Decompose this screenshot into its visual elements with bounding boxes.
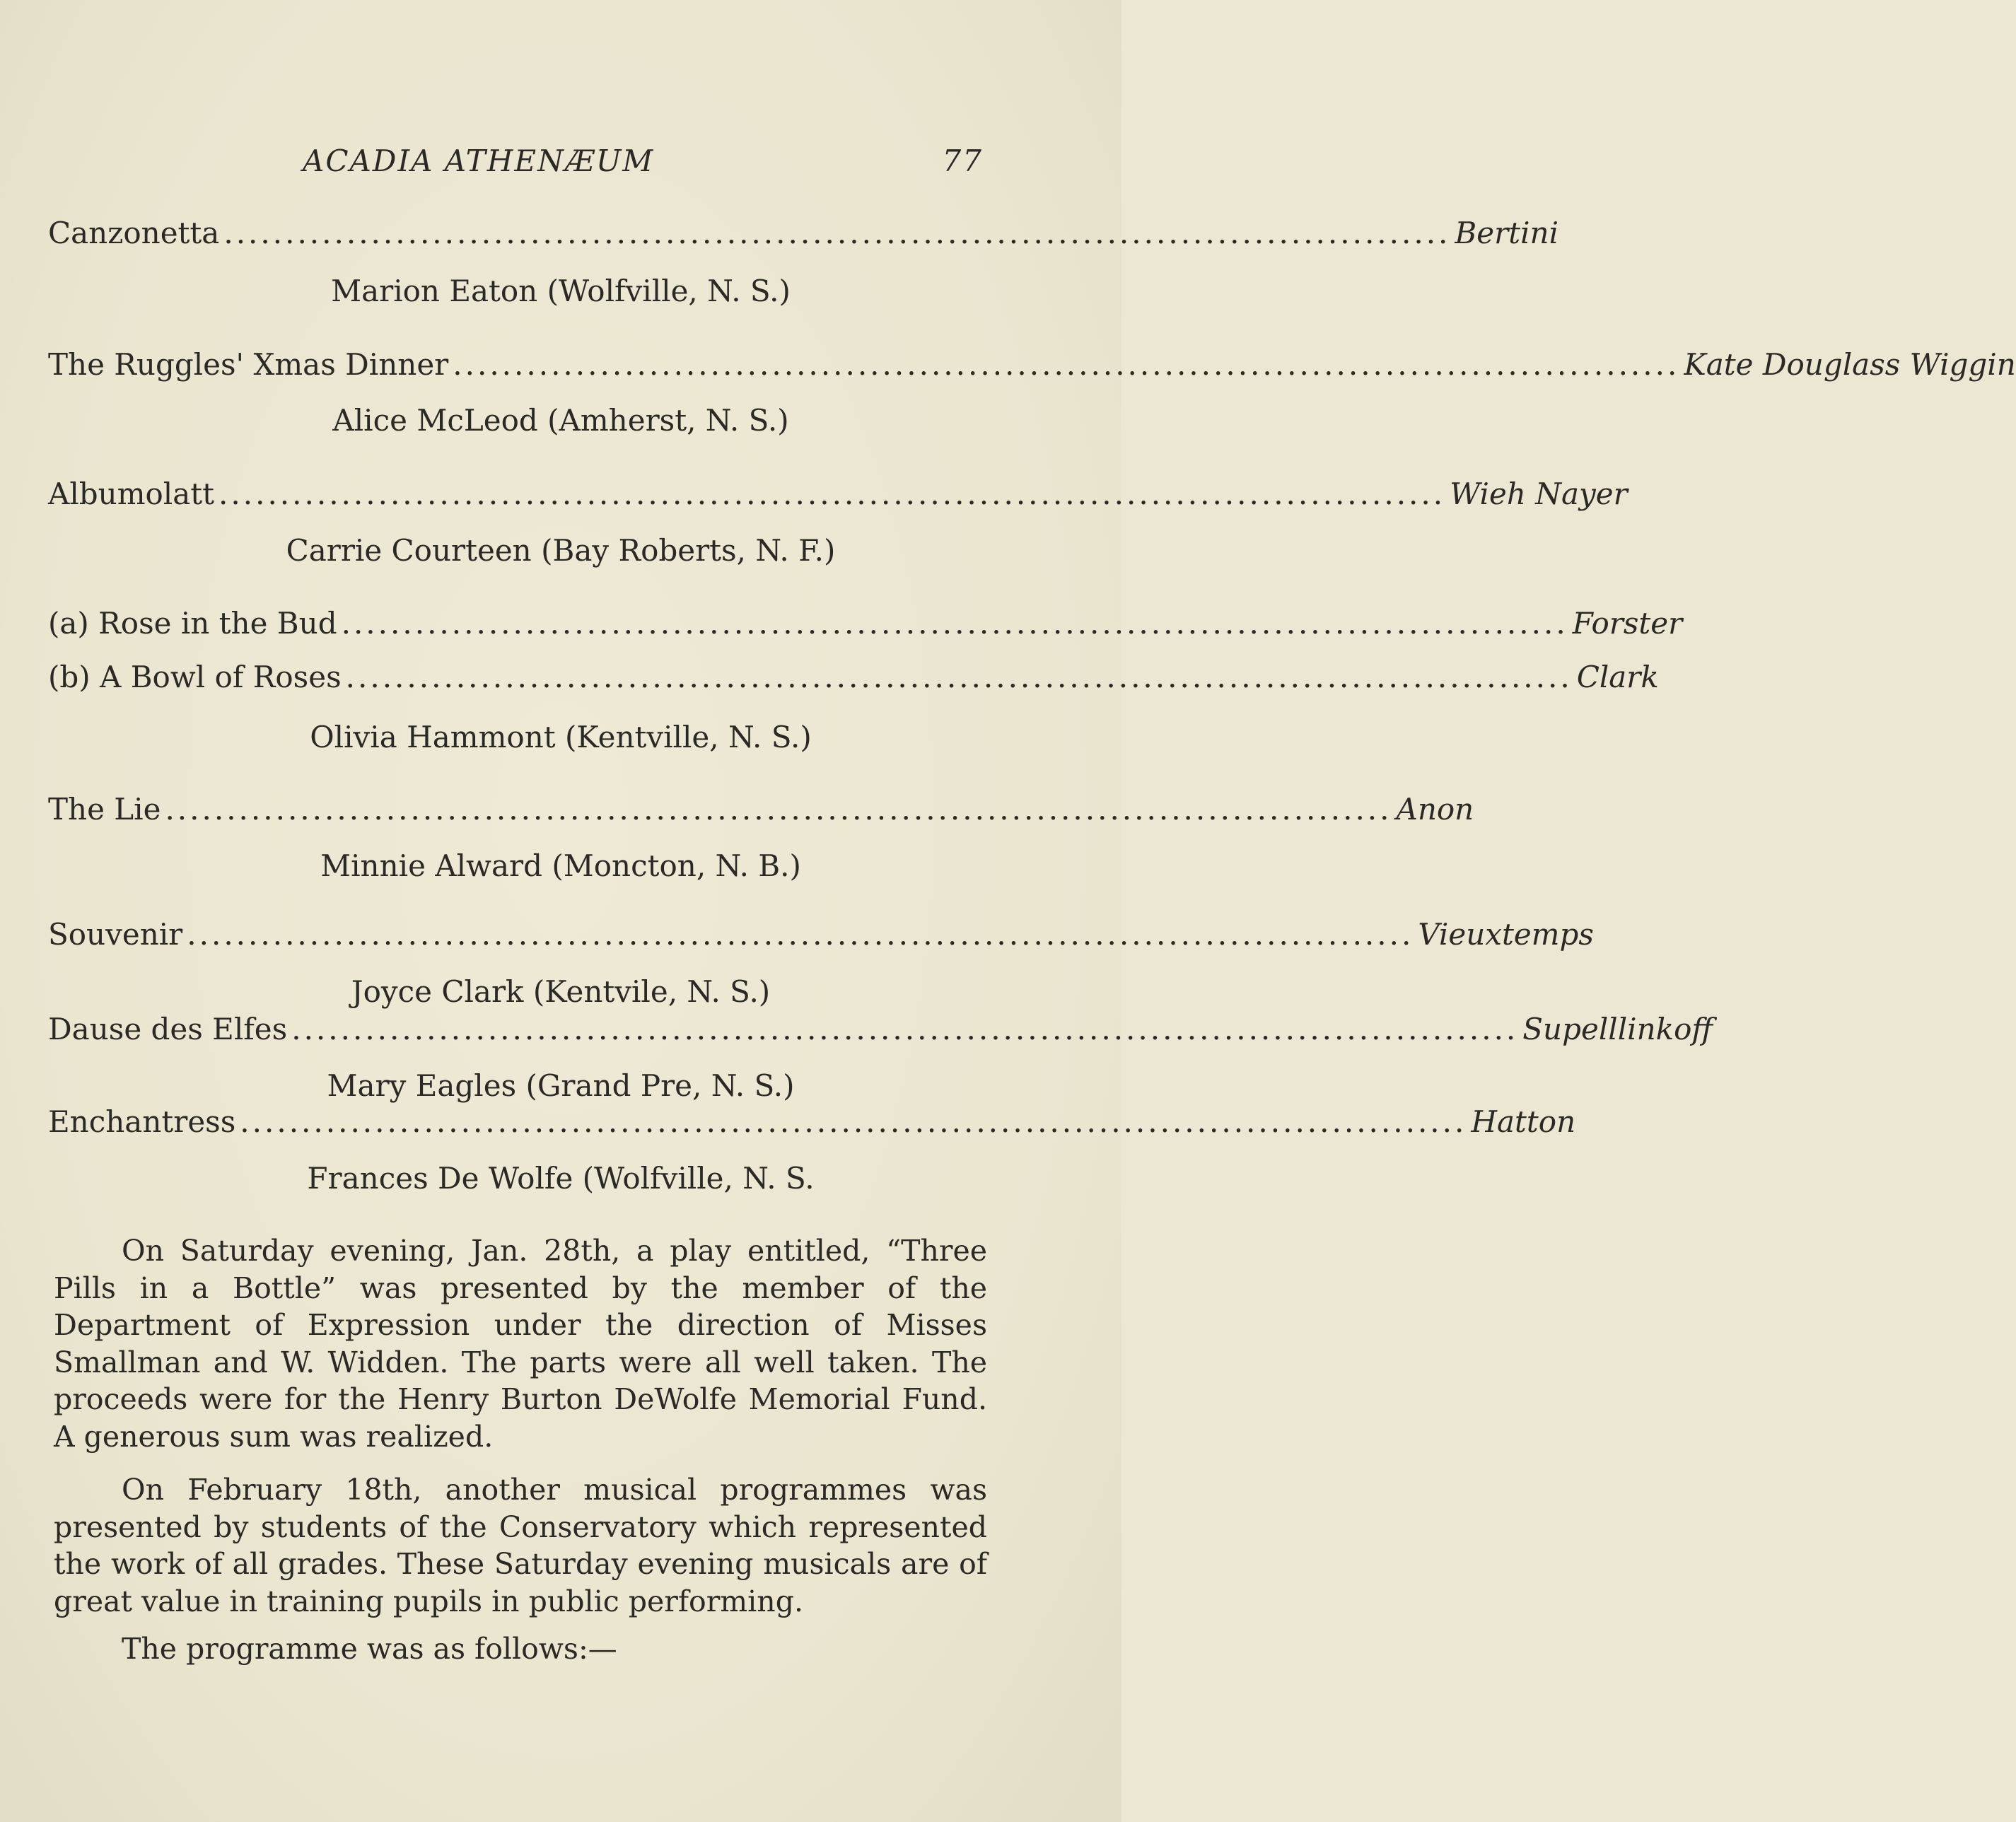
work-title: The Lie: [48, 792, 161, 827]
performer: Mary Eagles (Grand Pre, N. S.): [327, 1068, 795, 1103]
work-title: The Ruggles' Xmas Dinner: [48, 347, 449, 382]
programme-entry: [48, 792, 1474, 831]
programme-entry: [48, 606, 1683, 646]
programme-entry: [48, 1104, 1576, 1144]
programme-entry: [48, 917, 1594, 957]
dot-leader: ....................................................................................................: [223, 216, 1451, 250]
composer: Wieh Nayer: [1450, 477, 1628, 511]
work-title: Enchantress: [48, 1104, 236, 1139]
performer: Minnie Alward (Moncton, N. B.): [320, 848, 801, 883]
dot-leader: ....................................................................................................: [240, 1104, 1467, 1139]
performer: Frances De Wolfe (Wolfville, N. S.: [307, 1161, 815, 1196]
page-number: 77: [942, 144, 983, 178]
running-header: [49, 144, 983, 186]
performer: Joyce Clark (Kentvile, N. S.): [351, 974, 771, 1009]
dot-leader: ....................................................................................................: [453, 347, 1680, 382]
dot-leader: ....................................................................................................: [345, 660, 1573, 694]
work-title: (a) Rose in the Bud: [48, 606, 337, 641]
composer: Supelllinkoff: [1522, 1012, 1713, 1046]
work-title: Canzonetta: [48, 216, 220, 250]
dot-leader: ....................................................................................................: [187, 917, 1414, 952]
performer: Marion Eaton (Wolfville, N. S.): [331, 274, 791, 308]
work-title: Dause des Elfes: [48, 1012, 288, 1046]
journal-title: ACADIA ATHENÆUM: [303, 144, 655, 178]
performer: Olivia Hammont (Kentville, N. S.): [310, 720, 812, 754]
programme-entry: [48, 216, 1558, 255]
dot-leader: ....................................................................................................: [291, 1012, 1519, 1046]
work-title: Souvenir: [48, 917, 183, 952]
composer: Forster: [1572, 606, 1683, 641]
body-paragraph: On February 18th, another musical programmes was presented by students of the Conservatory which represented the work of all grades. These Saturday evening musicals are of great value in training pupils in public performing.: [54, 1473, 987, 1618]
programme-entry: [48, 660, 1659, 699]
programme-entry: [48, 1012, 1713, 1051]
body-paragraph: On Saturday evening, Jan. 28th, a play entitled, “Three Pills in a Bottle” was presented by the member of the Department of Expression under the direction of Misses Smallman and W. Widden. The parts were all well taken. The proceeds were for the Henry Burton DeWolfe Memorial Fund. A generous sum was realized.: [54, 1234, 987, 1454]
dot-leader: ....................................................................................................: [341, 606, 1568, 641]
work-title: (b) A Bowl of Roses: [48, 660, 342, 694]
work-title: Albumolatt: [48, 477, 215, 511]
performer: Carrie Courteen (Bay Roberts, N. F.): [286, 533, 836, 568]
composer: Anon: [1396, 792, 1474, 827]
composer: Clark: [1576, 660, 1659, 694]
composer: Vieuxtemps: [1418, 917, 1594, 952]
dot-leader: ....................................................................................................: [165, 792, 1392, 827]
performer: Alice McLeod (Amherst, N. S.): [332, 403, 789, 438]
composer: Bertini: [1455, 216, 1558, 250]
closing-line: The programme was as follows:—: [122, 1632, 617, 1666]
dot-leader: ....................................................................................................: [219, 477, 1446, 511]
composer: Hatton: [1471, 1104, 1576, 1139]
composer: Kate Douglass Wiggin: [1684, 347, 2016, 382]
programme-entry: [48, 347, 2016, 387]
programme-entry: [48, 477, 1628, 516]
